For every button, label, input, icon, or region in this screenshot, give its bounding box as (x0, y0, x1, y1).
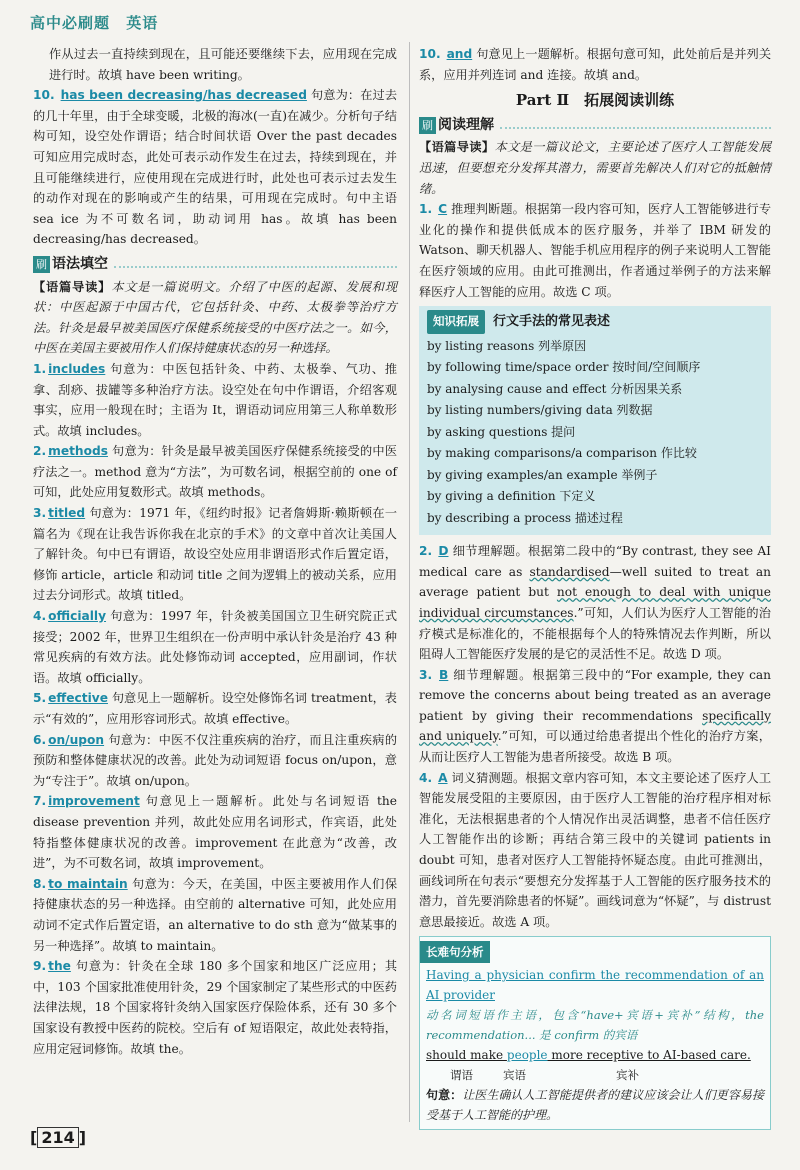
knowledge-item: by asking questions 提问 (427, 424, 576, 439)
section-badge: 刷 (419, 117, 436, 134)
underlined-phrase: not enough to deal with unique individual circumstances (419, 585, 771, 620)
answer-list (33, 359, 397, 1059)
column-divider (409, 42, 410, 1122)
explanation: 句意为：今天，在美国，中医主要被用作人们保持健康状态的另一种选择。由空前的 alternative 可知，此处应用动词不定式作后置定语，an alternative to do sth 意为“做某事的另一种选择”。故填 to maintain。 (33, 876, 398, 953)
knowledge-badge: 知识拓展 (427, 310, 485, 334)
item-number: 2. (33, 444, 47, 459)
explanation: 推理判断题。根据第一段内容可知，医疗人工智能够进行专业化的操作和提供低成本的医疗服务，并举了 IBM 研发的 Watson、聊天机器人、智能手机应用程序的例子来说明人工智能在医疗领域的应用。由此可推测出，作者通过举例子的方法来解释医疗人工智能的应用。故选 C 项。 (419, 202, 772, 299)
long-sentence-box (419, 936, 771, 1130)
item-number: 4. (33, 609, 47, 624)
explanation: 句意为：中医包括针灸、中药、太极拳、气功、推拿、刮痧、拔罐等多种治疗方法。设空处在句中作谓语，介绍客观事实，应用一般现在时；主语为 It，谓语动词应用第三人称单数形式。故填 includes。 (33, 361, 398, 438)
explanation-part: .”可知，可以通过给患者提出个性化的治疗方案，从而让医疗人工智能为患者所接受。故选 B 项。 (419, 729, 771, 765)
section-rule (500, 121, 771, 129)
knowledge-item: by analysing cause and effect 分析因果关系 (427, 381, 683, 396)
section-badge: 刷 (33, 256, 50, 273)
explanation-part: —well suited to treat an average patient but (419, 564, 771, 600)
item-number: 2. (419, 544, 433, 559)
item-number: 10. (33, 88, 55, 103)
answer-text: on/upon (48, 732, 105, 747)
item-number: 1. (419, 202, 433, 217)
guide-label: 【语篇导读】 (419, 140, 495, 155)
running-header (30, 12, 168, 33)
section-header-grammar (33, 254, 397, 275)
answer-item-7 (33, 791, 397, 873)
long-sentence-badge: 长难句分析 (420, 941, 490, 963)
item-number: 3. (419, 667, 433, 682)
answer-text: C (438, 202, 448, 217)
section-title: 语法填空 (52, 255, 108, 272)
explanation-part: 细节理解题。根据第三段中的“For example, they can remove the concerns about being treated as an average patient by giving their recommendations (419, 667, 772, 723)
answer-item-8 (33, 874, 397, 956)
knowledge-item: by listing reasons 列举原因 (427, 338, 587, 353)
answer-item-3 (419, 665, 771, 768)
item-number: 3. (33, 506, 47, 521)
translation-label: 句意： (426, 1088, 463, 1103)
answer-item-2 (33, 441, 397, 503)
answer-item-4 (419, 768, 771, 933)
label-predicate: 谓语 (450, 1068, 473, 1083)
knowledge-item: by giving examples/an example 举例子 (427, 467, 658, 482)
answer-item-6 (33, 730, 397, 792)
section-header-reading (419, 115, 771, 136)
guide-text: 本文是一篇议论文，主要论述了医疗人工智能发展迅速，但要想充分发挥其潜力，需要首先解决人们对它的抵触情绪。 (419, 140, 772, 196)
translation-text: 让医生确认人工智能提供者的建议应该会让人们更容易接受基于人工智能的护理。 (426, 1088, 764, 1123)
subject-label: 英语 (126, 14, 159, 32)
complement: more receptive to AI-based care. (547, 1048, 751, 1063)
label-complement: 宾补 (616, 1068, 639, 1083)
item-number: 4. (419, 770, 433, 785)
explanation: 句意为：中医不仅注重疾病的治疗，而且注重疾病的预防和整体健康状况的改善。此处为动词短语 focus on/upon，意为“专注于”。故填 on/upon。 (33, 732, 398, 788)
answer-item-1 (33, 359, 397, 441)
grammar-labels (426, 1065, 764, 1085)
predicate: should make (426, 1048, 507, 1063)
explanation: 句意为：1971 年，《纽约时报》记者詹姆斯·赖斯顿在一篇名为《现在让我告诉你我在北京的手术》的文章中首次让美国人了解针灸。句中已有谓语，故设空处应用非谓语形式作后置定语，修饰 article，article 和动词 title 之间为逻辑上的被动关系，应用过去分词形式。故填 titled。 (33, 506, 398, 603)
answer-item-10 (33, 85, 397, 250)
right-column (419, 44, 771, 1130)
knowledge-box-header (427, 310, 761, 334)
object: people (506, 1048, 548, 1063)
label-object: 宾语 (503, 1068, 526, 1083)
answer-text: A (438, 770, 448, 785)
explanation: 句意为：在过去的几十年里，由于全球变暖，北极的海冰(一直)在减少。分析句子结构可知，设空处作谓语；结合时间状语 Over the past decades 可知应用完成时态，此处可表示动作发生在过去，持续到现在，并且可能继续进行，应使用现在完成进行时，此处也可表示过去发生的动作对现在的影响或产生的结果，可用现在完成时。句中主语 sea ice 为不可数名词，助动词用 has。故填 has been decreasing/has decreased。 (33, 88, 398, 247)
item-number: 5. (33, 691, 47, 706)
answer-text: titled (48, 506, 86, 521)
knowledge-item: by following time/space order 按时间/空间顺序 (427, 360, 701, 375)
left-column (33, 44, 397, 1059)
explanation: 词义猜测题。根据文章内容可知，本文主要论述了医疗人工智能发展受阻的主要原因，由于医疗人工智能的治疗程序相对标准化，无法根据患者的个人情况作出灵活调整，患者不信任医疗人工智能作出的诊断；再结合第三段中的关键词 patients in doubt 可知，患者对医疗人工智能持怀疑态度。由此可推测出，画线词所在句表示“要想充分发挥基于人工智能的医疗服务技术的潜力，首先要消除患者的怀疑”。画线词意为“怀疑”，与 distrust 意思最接近。故选 A 项。 (419, 770, 772, 929)
passage-guide (33, 277, 397, 359)
section-rule (114, 260, 397, 268)
answer-item-4 (33, 606, 397, 688)
knowledge-list (427, 336, 761, 530)
explanation: 句意为：针灸是最早被美国医疗保健系统接受的中医疗法之一。method 意为“方法”，为可数名词，根据空前的 one of 可知，此处应用复数形式。故填 methods。 (33, 444, 398, 500)
answer-item-10 (419, 44, 771, 85)
explanation: 句意见上一题解析。此处与名词短语 the disease prevention 并列，故此处应用名词形式，作宾语，此处特指整体健康状况的改善。improvement 在此意为“改善，改进”，为不可数名词，故填 improvement。 (33, 794, 397, 871)
answer-text: and (446, 47, 473, 61)
guide-label: 【语篇导读】 (33, 279, 112, 294)
item-number: 8. (33, 876, 47, 891)
underlined-phrase: specifically and uniquely (419, 708, 771, 744)
answer-item-1 (419, 199, 771, 302)
answer-text: includes (48, 361, 106, 376)
answer-text: improvement (48, 794, 140, 809)
answer-item-5 (33, 688, 397, 729)
knowledge-box (419, 306, 771, 535)
underlined-phrase: standardised (529, 564, 610, 579)
grammar-note: 动名词短语作主语，包含“have+宾语+宾补”结构，the recommendation... 是 confirm 的宾语 (426, 1008, 764, 1043)
page-number-value: 214 (37, 1127, 78, 1148)
answer-item-3 (33, 503, 397, 606)
translation (426, 1085, 764, 1125)
item-number: 9. (33, 959, 47, 974)
page-number: [ 214 ] (30, 1128, 87, 1147)
continued-paragraph: 作从过去一直持续到现在，且可能还要继续下去，应用现在完成进行时。故填 have been writing。 (49, 47, 397, 82)
answer-text: methods (48, 444, 108, 459)
answer-text: the (48, 959, 71, 974)
passage-guide (419, 137, 771, 199)
guide-text: 本文是一篇说明文。介绍了中医的起源、发展和现状：中医起源于中国古代，它包括针灸、中药、太极拳等治疗方法。针灸是最早被美国医疗保健系统接受的中医疗法之一。如今，中医在美国主要被用作人们保持健康状态的另一种选择。 (33, 279, 398, 356)
explanation: 句意为：针灸在全球 180 多个国家和地区广泛应用；其中，103 个国家批准使用针灸，29 个国家制定了某些形式的中医药法律法规，18 个国家将针灸纳入国家医疗保险体系，还有 30 多个国家设有教授中医药的院校。空后有 of 短语限定，故此处表特指，应用定冠词修饰。故填 the。 (33, 959, 398, 1056)
section-title: 阅读理解 (438, 116, 494, 133)
answer-text: has been decreasing/has decreased (60, 88, 307, 103)
sentence-part-2 (426, 1045, 764, 1065)
knowledge-item: by giving a definition 下定义 (427, 489, 596, 504)
explanation-part: .”可知，人们认为医疗人工智能的治疗模式是标准化的，不能根据每个人的特殊情况去作判断，所以阻碍人工智能医疗发展的是它的灵活性不足。故选 D 项。 (419, 605, 771, 662)
knowledge-item: by listing numbers/giving data 列数据 (427, 403, 653, 418)
answer-text: B (439, 667, 449, 682)
answer-item-9 (33, 956, 397, 1059)
knowledge-item: by describing a process 描述过程 (427, 510, 623, 525)
answer-text: D (438, 544, 449, 559)
answer-item-2 (419, 541, 771, 665)
explanation: 句意见上一题解析。根据句意可知，此处前后是并列关系，应用并列连词 and 连接。故填 and。 (419, 47, 772, 82)
book-title: 高中必刷题 (30, 14, 111, 32)
item-number: 10. (419, 47, 441, 61)
knowledge-title: 行文手法的常见表述 (493, 314, 611, 330)
answer-text: officially (48, 609, 107, 624)
explanation: 句意见上一题解析。设空处修饰名词 treatment，表示“有效的”，应用形容词形式。故填 effective。 (33, 691, 397, 726)
item-number: 1. (33, 361, 47, 376)
explanation-part: 细节理解题。根据第二段中的“By contrast, they see AI medical care as (419, 544, 771, 579)
sentence-part-1: Having a physician confirm the recommendation of an AI provider (426, 968, 764, 1003)
item-number: 7. (33, 794, 47, 809)
explanation: 句意为：1997 年，针灸被美国国立卫生研究院正式接受；2002 年，世界卫生组织在一份声明中承认针灸是治疗 43 种常见疾病的有效方法。此处修饰动词 accepted，应用副词，作状语。故填 officially。 (33, 609, 398, 685)
answer-text: effective (48, 691, 108, 706)
knowledge-item: by making comparisons/a comparison 作比较 (427, 446, 697, 461)
answer-text: to maintain (48, 876, 128, 891)
part-title: Part Ⅱ 拓展阅读训练 (515, 91, 675, 110)
item-number: 6. (33, 732, 47, 747)
